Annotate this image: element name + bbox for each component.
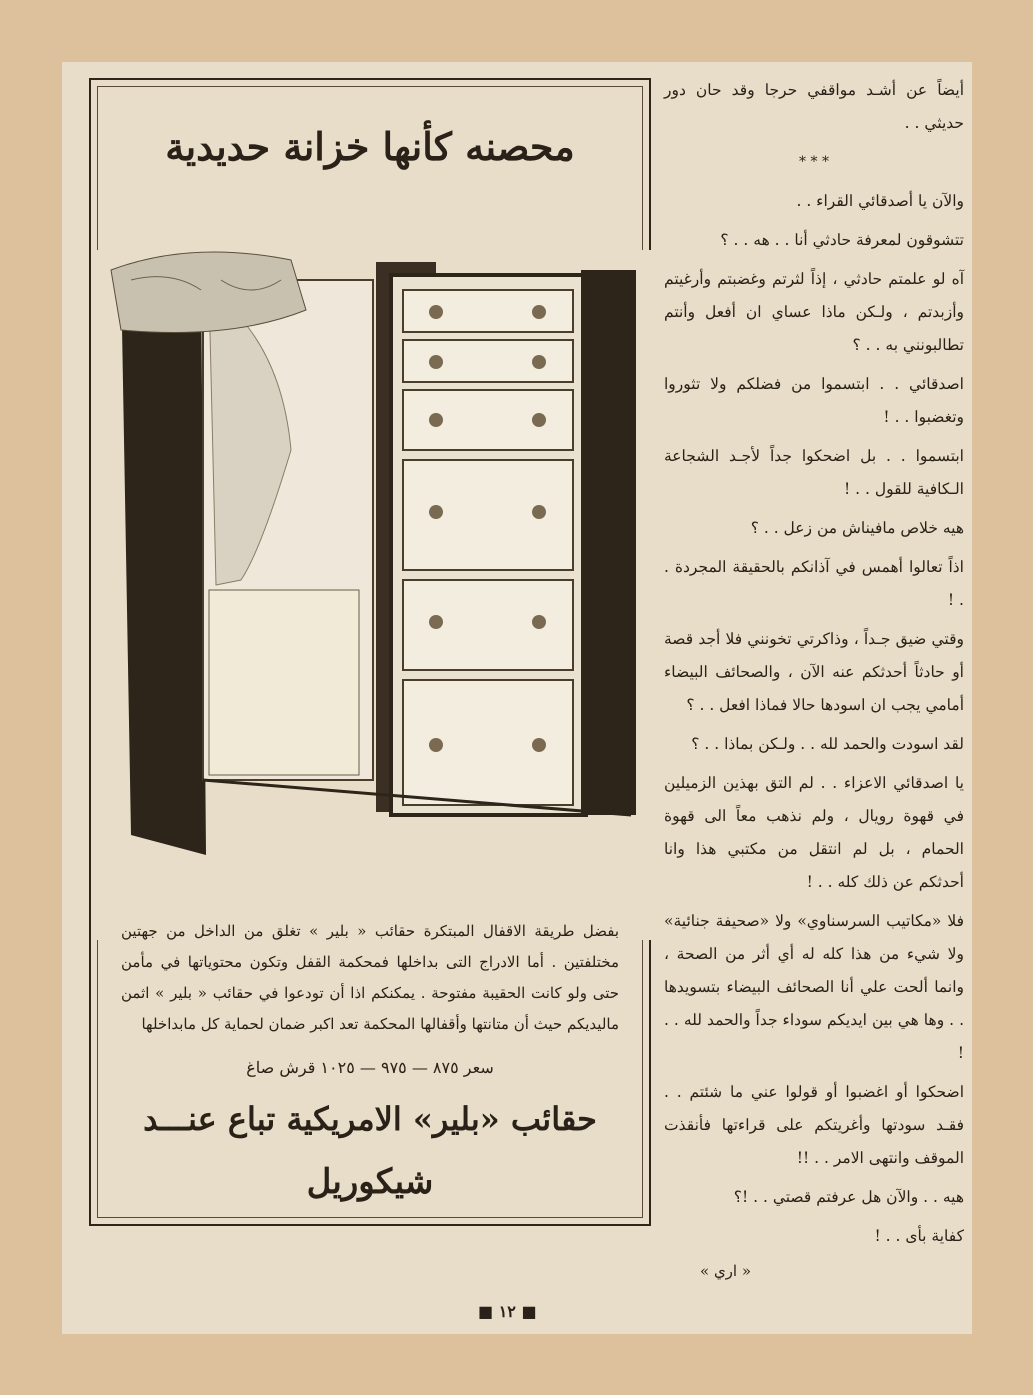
author-signature: « اري »	[700, 1262, 752, 1280]
section-divider: * * *	[799, 154, 829, 170]
ad-body-text: بفضل طريقة الاقفال المبتكرة حقائب « بلير » تغلق من الداخل من جهتين مختلفتين . أما الادراج التى بداخلها فمحكمة القفل وتكون محتوياتها في مأمن حتى ولو كانت الحقيبة مفتوحة . يمكنكم اذا أن تودعوا في حقائب « بلير » اثمن ماليديكم حيث أن متانتها وأقفالها المحكمة تعد اكبر ضمان لحماية كل مابداخلها	[121, 922, 619, 1033]
article-column	[664, 74, 964, 1259]
ad-shop-name: شيكوريل	[306, 1162, 434, 1202]
ad-price: سعر ٨٧٥ — ٩٧٥ — ١٠٢٥ قرش صاغ	[246, 1058, 494, 1077]
article-paragraph: ابتسموا . . بل اضحكوا جداً لأجـد الشجاعة الـكافية للقول . . !	[664, 447, 964, 498]
trunk-photo	[91, 250, 651, 940]
article-paragraph: تتشوقون لمعرفة حادثي أنا . . هه . . ؟	[720, 231, 964, 249]
article-paragraph: أيضاً عن أشـد مواقفي حرجا وقد حان دور حديثي . .	[664, 81, 964, 132]
article-paragraph: لقد اسودت والحمد لله . . ولـكن بماذا . . ؟	[691, 735, 964, 753]
article-paragraph: كفاية بأى . . !	[874, 1227, 964, 1245]
article-paragraph: اذاً تعالوا أهمس في آذانكم بالحقيقة المجردة . . !	[664, 558, 964, 609]
article-paragraph: يا اصدقائي الاعزاء . . لم التق بهذين الزميلين في قهوة رويال ، ولم نذهب معاً الى قهوة الحمام ، بل لم انتقل من مكتبي هذا وانا أحدثكم عن ذلك كله . . !	[664, 774, 964, 891]
page-number: ■ ١٢ ■	[478, 1302, 537, 1321]
ad-headline: محصنه كأنها خزانة حديدية	[165, 124, 575, 169]
article-paragraph: فلا «مكاتيب السرسناوي» ولا «صحيفة جنائية» ولا شيء من هذا كله له أي أثر من الصحة ، وانما ألحت علي أنا الصحائف البيضاء بتسويدها . . وها هي بين ايديكم سوداء جداً والحمد لله . . !	[664, 912, 964, 1062]
advertisement	[89, 78, 651, 1226]
article-paragraph: اضحكوا أو اغضبوا أو قولوا عني ما شئتم . . فقـد سودتها وأغريتكم على قراءتها فأنقذت الموقف وانتهى الامر . . !!	[664, 1083, 964, 1167]
article-paragraph: هيه . . والآن هل عرفتم قصتي . . !؟	[733, 1188, 964, 1206]
article-paragraph: هيه خلاص مافيناش من زعل . . ؟	[750, 519, 964, 537]
article-paragraph: اصدقائي . . ابتسموا من فضلكم ولا تثوروا وتغضبوا . . !	[664, 375, 964, 426]
article-paragraph: آه لو علمتم حادثي ، إذاً لثرتم وغضبتم وأرغيتم وأزبدتم ، ولـكن ماذا عساي ان أفعل وأنتم تطالبونني به . . ؟	[664, 270, 964, 354]
article-paragraph: وقتي ضيق جـداً ، وذاكرتي تخونني فلا أجد قصة أو حادثاً أحدثكم عنه الآن ، والصحائف البيضاء أمامي يجب ان اسودها حالا فماذا افعل . . ؟	[664, 630, 964, 714]
ad-brand-line: حقائب «بلير» الامريكية تباع عنـــد	[143, 1100, 597, 1138]
article-paragraph: والآن يا أصدقائي القراء . .	[796, 192, 964, 210]
